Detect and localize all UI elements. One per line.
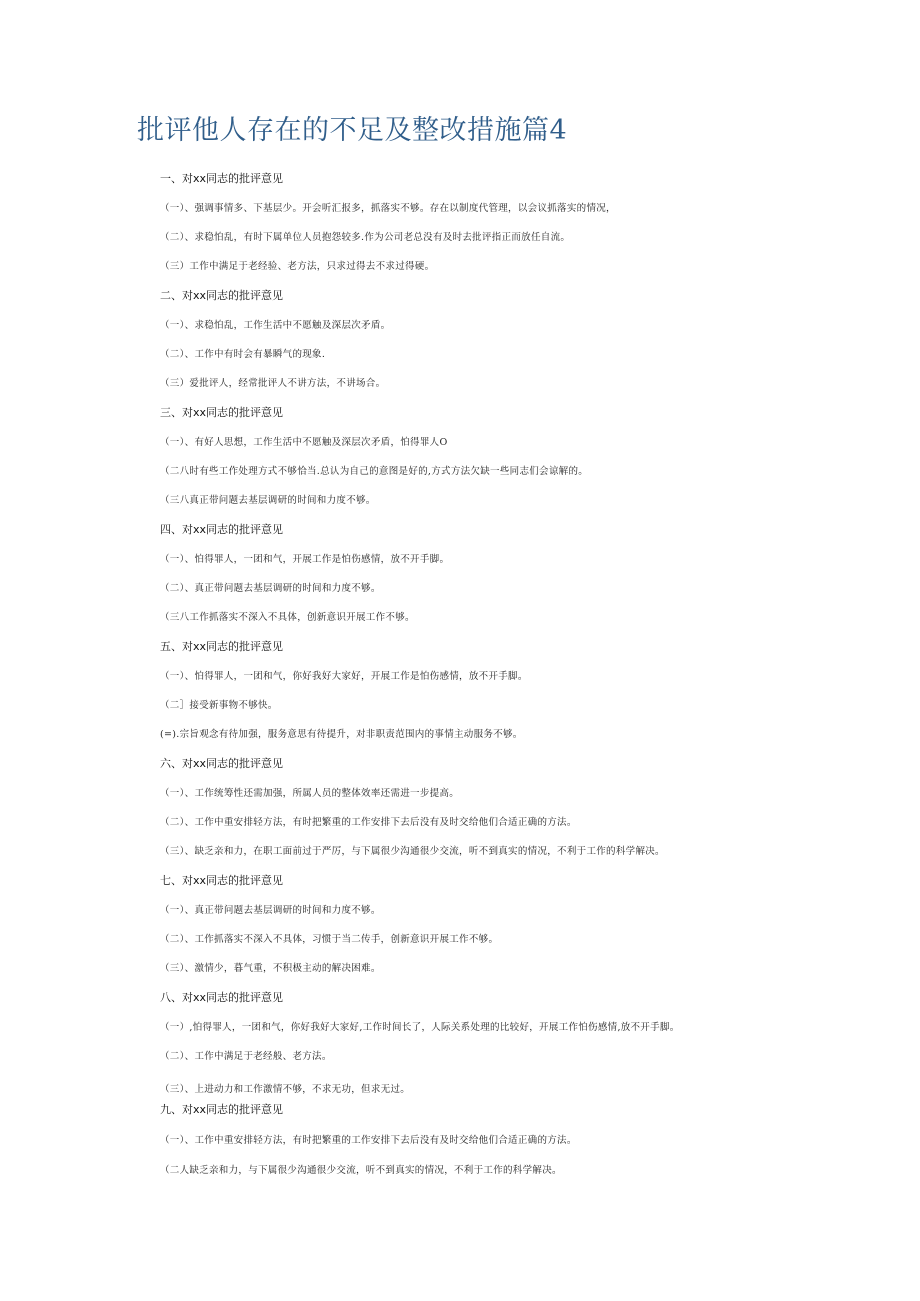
section-item: （三）工作中满足于老经验、老方法，只求过得去不求过得硬。 <box>160 261 435 272</box>
section-item: （二人缺乏亲和力，与下属很少沟通很少交流，听不到真实的情况，不利于工作的科学解决。 <box>160 1165 562 1176</box>
section-item: （一）、工作统筹性还需加强，所属人员的整体效率还需进一步提高。 <box>160 788 460 799</box>
section-heading: 一、对xx同志的批评意见 <box>160 172 284 185</box>
section-item: （一）、有好人思想，工作生活中不愿触及深层次矛盾，怕得罪人O <box>160 437 448 448</box>
section-item: （三）爱批评人，经常批评人不讲方法，不讲场合。 <box>160 378 386 389</box>
section-item: （二）、工作中有时会有暴瞬气的现象. <box>160 349 326 360</box>
section-item: （三八工作抓落实不深入不具体，创新意识开展工作不够。 <box>160 612 415 623</box>
section-heading: 二、对xx同志的批评意见 <box>160 289 284 302</box>
section-item: （三）、激情少，暮气重，不积极主动的解决困难。 <box>160 963 381 974</box>
section-item: （二）、工作抓落实不深入不具体，习惯于当二传手，创新意识开展工作不够。 <box>160 934 499 945</box>
section-item: （一）、求稳怕乱，工作生活中不愿触及深层次矛盾。 <box>160 320 391 331</box>
section-item: （二）、求稳怕乱，有时下属单位人员抱怨较多.作为公司老总没有及时去批评指正而放任自流。 <box>160 232 571 243</box>
section-item: （一）、怕得罪人，一团和气，你好我好大家好，开展工作是怕伤感情，放不开手脚。 <box>160 671 528 682</box>
section-item: （一）、工作中重安排轻方法，有时把繁重的工作安排下去后没有及时交给他们合适正确的方法。 <box>160 1135 577 1146</box>
section-item: （一）,怕得罪人，一团和气，你好我好大家好,工作时间长了，人际关系处理的比较好，开展工作怕伤感情,放不开手脚。 <box>160 1022 680 1033</box>
section-item: （二）、工作中重安排轻方法，有时把繁重的工作安排下去后没有及时交给他们合适正确的方法。 <box>160 817 577 828</box>
section-item: （三）、缺乏亲和力，在职工面前过于严厉，与下属很少沟通很少交流，听不到真实的情况，不利于工作的科学解决。 <box>160 846 665 857</box>
section-heading: 三、对xx同志的批评意见 <box>160 406 284 419</box>
section-item: （一）、怕得罪人，一团和气，开展工作是怕伤感情，放不开手脚。 <box>160 554 450 565</box>
section-heading: 四、对xx同志的批评意见 <box>160 523 284 536</box>
section-item: （一）、真正带问题去基层调研的时间和力度不够。 <box>160 905 381 916</box>
section-item: （一）、强调事情多、下基层少。开会听汇报多，抓落实不够。存在以制度代管理，以会议抓落实的情况， <box>160 203 616 214</box>
section-item: （三八真正带问题去基层调研的时间和力度不够。 <box>160 495 376 506</box>
section-item: （二］接受新事物不够快。 <box>160 700 278 711</box>
section-heading: 五、对xx同志的批评意见 <box>160 640 284 653</box>
section-item: （二）、工作中满足于老经般、老方法。 <box>160 1051 332 1062</box>
section-item: （二八时有些工作处理方式不够恰当.总认为自己的意图是好的,方式方法欠缺一些同志们会谅解的。 <box>160 466 589 477</box>
section-heading: 六、对xx同志的批评意见 <box>160 757 284 770</box>
section-heading: 八、对xx同志的批评意见 <box>160 991 284 1004</box>
section-heading: 七、对xx同志的批评意见 <box>160 874 284 887</box>
section-item: （三）、上进动力和工作激情不够，不求无功，但求无过。 <box>160 1084 411 1095</box>
section-item: (=).宗旨观念有待加强，服务意思有待提升，对非职责范围内的事情主动服务不够。 <box>160 729 523 740</box>
section-heading: 九、对xx同志的批评意见 <box>160 1103 284 1116</box>
section-item: （二）、真正带问题去基层调研的时间和力度不够。 <box>160 583 381 594</box>
document-title: 批评他人存在的不足及整改措施篇4 <box>137 115 568 146</box>
